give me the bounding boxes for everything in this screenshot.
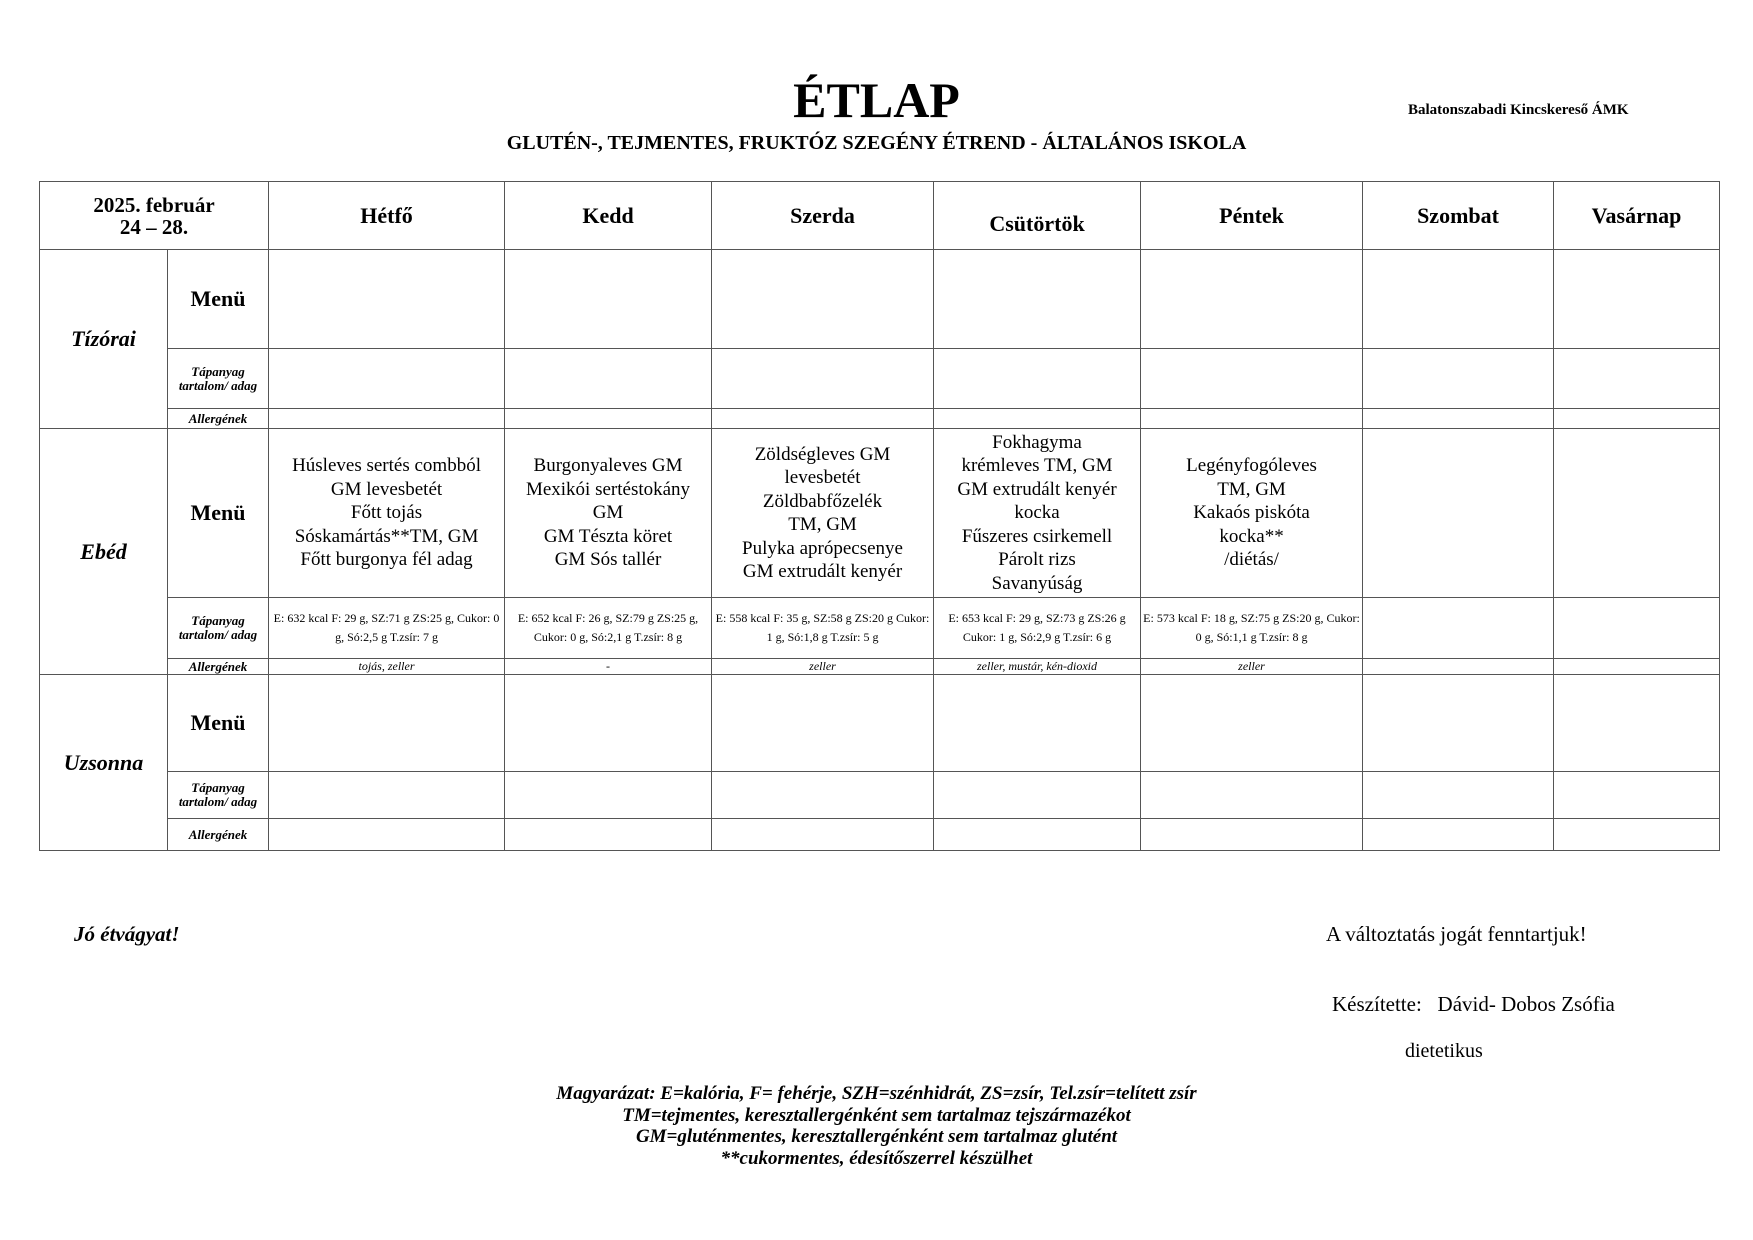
nutrition-cell [1554, 772, 1720, 819]
dish-line: kocka** [1219, 525, 1284, 547]
dish-line: Fűszeres csirkemell [961, 525, 1113, 547]
meal-name: Ebéd [40, 429, 168, 675]
menu-cell [505, 675, 712, 772]
allergen-cell [1141, 819, 1363, 851]
allergen-cell [1554, 819, 1720, 851]
meal-name: Uzsonna [40, 675, 168, 851]
day-header: Kedd [505, 182, 712, 250]
meal-allergens-row [40, 409, 1720, 429]
nutrition-cell [505, 349, 712, 409]
row-label-menu: Menü [168, 675, 269, 772]
allergen-cell [1554, 409, 1720, 429]
allergen-cell: zeller [712, 659, 934, 675]
allergen-cell [1141, 409, 1363, 429]
nutrition-cell: E: 653 kcal F: 29 g, SZ:73 g ZS:26 g Cukor: 1 g, Só:2,9 g T.zsír: 6 g [934, 598, 1141, 659]
nutrition-cell: E: 652 kcal F: 26 g, SZ:79 g ZS:25 g, Cukor: 0 g, Só:2,1 g T.zsír: 8 g [505, 598, 712, 659]
dish-line: Burgonyaleves GM [533, 455, 683, 477]
allergen-cell: zeller [1141, 659, 1363, 675]
legend-line: TM=tejmentes, keresztallergénként sem tartalmaz tejszármazékot [622, 1104, 1131, 1126]
allergen-cell [269, 819, 505, 851]
nutrition-cell: E: 632 kcal F: 29 g, SZ:71 g ZS:25 g, Cukor: 0 g, Só:2,5 g T.zsír: 7 g [269, 598, 505, 659]
legend-line: **cukormentes, édesítőszerrel készülhet [720, 1147, 1033, 1169]
row-label-menu: Menü [168, 250, 269, 349]
meal-menu-row [40, 675, 1720, 772]
nutrition-cell [1554, 349, 1720, 409]
greeting: Jó étvágyat! [74, 922, 180, 946]
allergen-cell [1554, 659, 1720, 675]
menu-cell [934, 675, 1141, 772]
allergen-cell [505, 409, 712, 429]
menu-cell [1554, 250, 1720, 349]
meal-menu-row [40, 250, 1720, 349]
dish-line: GM Sós tallér [554, 549, 662, 571]
menu-cell [1141, 429, 1363, 598]
header-row [40, 182, 1720, 250]
dish-line: Legényfogóleves [1186, 455, 1317, 477]
dish-line: Savanyúság [991, 572, 1083, 594]
dish-line: Párolt rizs [998, 549, 1076, 571]
day-header: Csütörtök [934, 182, 1141, 250]
dish-line: Mexikói sertéstokány [525, 478, 691, 500]
menu-cell [1554, 429, 1720, 598]
dish-line: GM [592, 502, 624, 524]
dish-line: GM Tészta köret [543, 525, 673, 547]
dish-line: TM, GM [788, 514, 857, 535]
menu-cell [505, 429, 712, 598]
menu-cell [1141, 675, 1363, 772]
menu-cell [1363, 675, 1554, 772]
nutrition-cell [1363, 772, 1554, 819]
nutrition-cell [712, 772, 934, 819]
menu-cell [269, 429, 505, 598]
allergen-cell [712, 819, 934, 851]
author-role: dietetikus [1405, 1040, 1483, 1062]
dish-line: GM extrudált kenyér [742, 561, 903, 582]
dish-line: Zöldségleves GM [754, 443, 891, 465]
allergen-cell [505, 819, 712, 851]
legend-line: GM=gluténmentes, keresztallergénként sem tartalmaz glutént [635, 1126, 1118, 1147]
date-range [40, 182, 269, 250]
meal-nutrition-row [40, 598, 1720, 659]
date-month: 2025. február [93, 192, 215, 217]
nutrition-cell [934, 772, 1141, 819]
menu-cell [1363, 429, 1554, 598]
row-label-allergens: Allergének [168, 659, 269, 675]
dish-line: Sóskamártás**TM, GM [294, 525, 479, 547]
nutrition-cell: E: 558 kcal F: 35 g, SZ:58 g ZS:20 g Cukor: 1 g, Só:1,8 g T.zsír: 5 g [712, 598, 934, 659]
nutrition-cell [269, 772, 505, 819]
dish-line: GM extrudált kenyér [957, 478, 1117, 500]
menu-cell [1363, 250, 1554, 349]
menu-cell [712, 675, 934, 772]
dish-line: Főtt burgonya fél adag [300, 549, 473, 571]
allergen-cell [934, 819, 1141, 851]
row-label-menu: Menü [168, 429, 269, 598]
day-header: Szombat [1363, 182, 1554, 250]
menu-cell [934, 429, 1141, 598]
disclaimer: A változtatás jogát fenntartjuk! [1326, 922, 1587, 946]
allergen-cell [934, 409, 1141, 429]
date-days: 24 – 28. [119, 214, 189, 239]
day-header: Vasárnap [1554, 182, 1720, 250]
meal-nutrition-row [40, 349, 1720, 409]
allergen-cell [1363, 819, 1554, 851]
nutrition-cell [1363, 598, 1554, 659]
menu-cell [712, 250, 934, 349]
dish-line: Zöldbabfőzelék [762, 490, 883, 512]
weekly-menu-table [39, 181, 1720, 851]
menu-cell [712, 429, 934, 598]
dish-line: /diétás/ [1224, 549, 1279, 571]
organization-name: Balatonszabadi Kincskereső ÁMK [1408, 102, 1629, 118]
menu-cell [934, 250, 1141, 349]
meal-name: Tízórai [40, 250, 168, 429]
day-header: Hétfő [269, 182, 505, 250]
day-header: Péntek [1141, 182, 1363, 250]
meal-allergens-row [40, 819, 1720, 851]
row-label-nutrition: Tápanyag tartalom/ adag [168, 772, 269, 819]
row-label-allergens: Allergének [168, 819, 269, 851]
nutrition-cell [1363, 349, 1554, 409]
meal-nutrition-row [40, 772, 1720, 819]
row-label-nutrition: Tápanyag tartalom/ adag [168, 598, 269, 659]
nutrition-cell [712, 349, 934, 409]
allergen-cell [269, 409, 505, 429]
dish-line: Főtt tojás [350, 502, 423, 524]
dish-line: GM levesbetét [330, 478, 443, 500]
allergen-cell [712, 409, 934, 429]
legend [0, 1083, 1753, 1169]
day-header: Szerda [712, 182, 934, 250]
nutrition-cell [1141, 772, 1363, 819]
dish-line: Pulyka aprópecsenye [742, 537, 903, 559]
menu-cell [1141, 250, 1363, 349]
menu-cell [269, 675, 505, 772]
author: Készítette: Dávid- Dobos Zsófia [1332, 992, 1615, 1016]
menu-cell [505, 250, 712, 349]
nutrition-cell [934, 349, 1141, 409]
allergen-cell [1363, 659, 1554, 675]
menu-cell [269, 250, 505, 349]
dish-line: krémleves TM, GM [961, 455, 1113, 477]
dish-line: Kakaós piskóta [1193, 502, 1310, 524]
menu-cell [1554, 675, 1720, 772]
allergen-cell: - [505, 659, 712, 675]
nutrition-cell [1554, 598, 1720, 659]
allergen-cell [1363, 409, 1554, 429]
allergen-cell: zeller, mustár, kén-dioxid [934, 659, 1141, 675]
nutrition-cell: E: 573 kcal F: 18 g, SZ:75 g ZS:20 g, Cukor: 0 g, Só:1,1 g T.zsír: 8 g [1141, 598, 1363, 659]
dish-line: Húsleves sertés combból [292, 455, 481, 477]
dish-line: kocka [1014, 502, 1060, 524]
row-label-allergens: Allergének [168, 409, 269, 429]
dish-line: levesbetét [784, 467, 861, 488]
legend-line: Magyarázat: E=kalória, F= fehérje, SZH=szénhidrát, ZS=zsír, Tel.zsír=telített zsír [556, 1083, 1197, 1104]
nutrition-cell [1141, 349, 1363, 409]
row-label-nutrition: Tápanyag tartalom/ adag [168, 349, 269, 409]
meal-menu-row [40, 429, 1720, 598]
nutrition-cell [505, 772, 712, 819]
page-subtitle: GLUTÉN-, TEJMENTES, FRUKTÓZ SZEGÉNY ÉTREND - ÁLTALÁNOS ISKOLA [506, 132, 1247, 154]
allergen-cell: tojás, zeller [269, 659, 505, 675]
dish-line: Fokhagyma [992, 431, 1082, 453]
page-title: ÉTLAP [793, 72, 960, 128]
nutrition-cell [269, 349, 505, 409]
meal-allergens-row [40, 659, 1720, 675]
dish-line: TM, GM [1217, 478, 1286, 500]
